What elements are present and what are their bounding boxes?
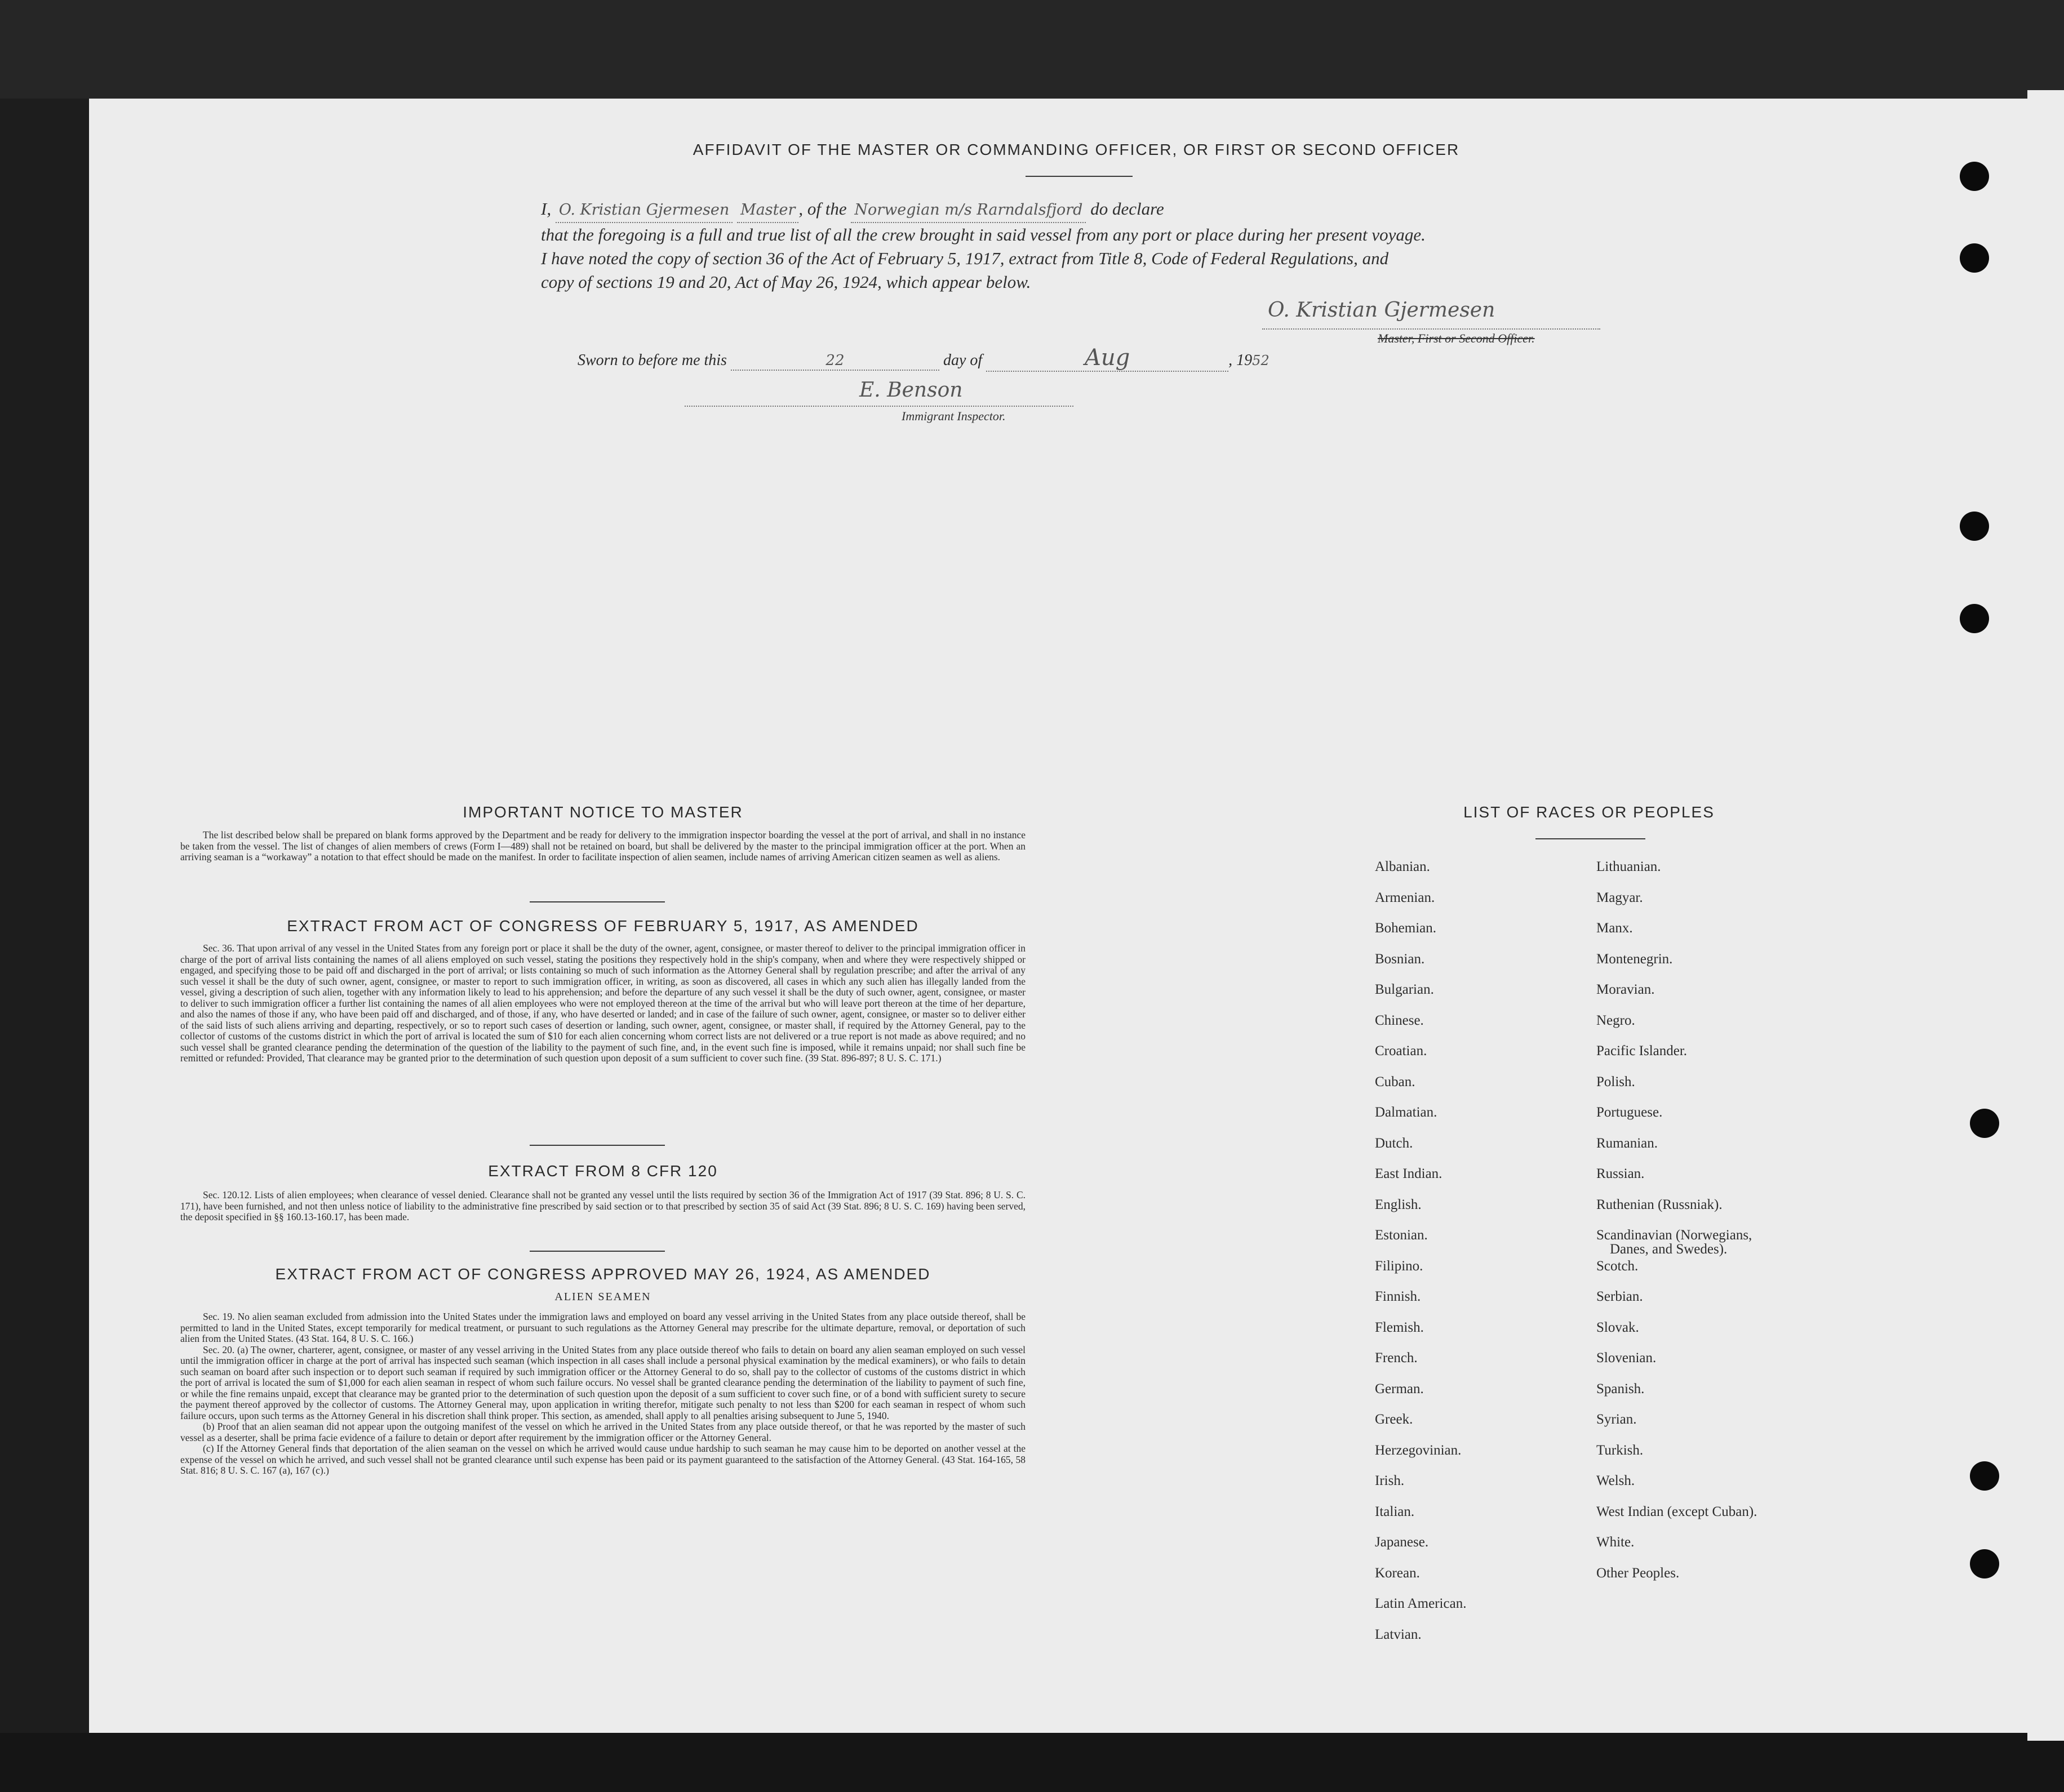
sworn-day-field bbox=[731, 352, 939, 371]
races-title: LIST OF RACES OR PEOPLES bbox=[1463, 803, 1715, 821]
scan-border-top bbox=[0, 0, 2064, 99]
declaration-of-the: , of the bbox=[798, 199, 847, 219]
punch-hole bbox=[1970, 1549, 1999, 1578]
inspector-caption: Immigrant Inspector. bbox=[902, 409, 1006, 423]
sworn-day: 22 bbox=[825, 352, 845, 369]
declaration-line-1 bbox=[541, 197, 1612, 223]
race-item: Latvian. bbox=[1375, 1626, 1422, 1642]
extract-1924-title: EXTRACT FROM ACT OF CONGRESS APPROVED MAY 26, 1924, AS AMENDED bbox=[275, 1265, 931, 1283]
declaration-i: I, bbox=[541, 199, 552, 219]
race-item: Korean. bbox=[1375, 1565, 1420, 1581]
master-signature-caption: Master, First or Second Officer. bbox=[1378, 331, 1535, 345]
race-item: Manx. bbox=[1596, 921, 1633, 936]
race-item: Greek. bbox=[1375, 1412, 1413, 1427]
race-item: Scandinavian (Norwegians, bbox=[1596, 1228, 1752, 1243]
race-item: Spanish. bbox=[1596, 1381, 1645, 1397]
race-item: Slovak. bbox=[1596, 1319, 1639, 1335]
extract-1917-rule bbox=[530, 1145, 665, 1146]
race-item: Bosnian. bbox=[1375, 951, 1425, 967]
race-item: Negro. bbox=[1596, 1012, 1635, 1028]
sworn-year: 52 bbox=[1252, 353, 1270, 368]
race-item: Chinese. bbox=[1375, 1012, 1424, 1028]
race-item: Polish. bbox=[1596, 1074, 1635, 1090]
punch-hole bbox=[1970, 1109, 1999, 1138]
extract-1924-sec19: Sec. 19. No alien seaman excluded from admission into the United States under the immigration laws and employed on board any vessel arriving in the United States from any place outside thereof, shall be permitted to land in the United States, except temporarily for medical treatment, or pursuant to such regulations as the Attorney General may prescribe for the ultimate departure, removal, or deportation of such alien from the United States. (43 Stat. 164, 8 U. S. C. 166.) bbox=[180, 1311, 1026, 1344]
race-item: Armenian. bbox=[1375, 890, 1435, 905]
race-item: Filipino. bbox=[1375, 1258, 1423, 1274]
master-signature: O. Kristian Gjermesen bbox=[1268, 299, 1495, 322]
race-item: Serbian. bbox=[1596, 1289, 1643, 1304]
declaration-line-2: that the foregoing is a full and true list of all the crew brought in said vessel from any port or place during her present voyage. bbox=[541, 225, 1426, 244]
affidavit-title: AFFIDAVIT OF THE MASTER OR COMMANDING OFFICER, OR FIRST OR SECOND OFFICER bbox=[693, 141, 1460, 158]
races-right-column bbox=[1596, 852, 1757, 1589]
extract-1924-text bbox=[180, 1311, 1026, 1477]
race-item: Portuguese. bbox=[1596, 1105, 1663, 1120]
race-item: White. bbox=[1596, 1535, 1635, 1550]
master-signature-rule bbox=[1262, 328, 1600, 330]
race-item: Syrian. bbox=[1596, 1412, 1637, 1427]
race-item: Latin American. bbox=[1375, 1596, 1467, 1611]
notice-rule bbox=[530, 901, 665, 902]
punch-hole bbox=[1960, 162, 1989, 191]
extract-1924-sec20c: (c) If the Attorney General finds that deportation of the alien seaman on the vessel on which he arrived would cause undue hardship to such seaman he may cause him to be deported on another vessel at the expense of the vessel on which he arrived, and such vessel shall not be granted clearance until such expense has been paid or its payment guaranteed to the satisfaction of the Attorney General. (43 Stat. 164-165, 58 Stat. 816; 8 U. S. C. 167 (a), 167 (c).) bbox=[180, 1443, 1026, 1476]
race-item: French. bbox=[1375, 1350, 1418, 1366]
race-item: Scotch. bbox=[1596, 1258, 1639, 1274]
race-item: Bulgarian. bbox=[1375, 982, 1434, 997]
punch-hole bbox=[1960, 512, 1989, 541]
races-left-column bbox=[1375, 852, 1466, 1650]
race-item: Pacific Islander. bbox=[1596, 1043, 1688, 1059]
race-item: Ruthenian (Russniak). bbox=[1596, 1197, 1723, 1212]
race-item: Croatian. bbox=[1375, 1043, 1427, 1059]
inspector-signature: E. Benson bbox=[859, 379, 963, 402]
cfr-120-text bbox=[180, 1190, 1026, 1223]
sworn-line bbox=[578, 345, 1270, 372]
cfr-120-title: EXTRACT FROM 8 CFR 120 bbox=[488, 1162, 718, 1180]
race-item: Finnish. bbox=[1375, 1289, 1421, 1304]
punch-hole bbox=[1960, 243, 1989, 273]
race-item: Estonian. bbox=[1375, 1228, 1428, 1243]
race-item: Other Peoples. bbox=[1596, 1565, 1680, 1581]
race-item: Slovenian. bbox=[1596, 1350, 1657, 1366]
race-item: Flemish. bbox=[1375, 1319, 1424, 1335]
race-item: Russian. bbox=[1596, 1166, 1645, 1181]
race-item: Dutch. bbox=[1375, 1135, 1413, 1151]
race-item: Danes, and Swedes). bbox=[1610, 1241, 1728, 1257]
punch-hole bbox=[1960, 604, 1989, 633]
race-item: Herzegovinian. bbox=[1375, 1442, 1462, 1458]
race-item: Cuban. bbox=[1375, 1074, 1415, 1090]
race-item: Moravian. bbox=[1596, 982, 1655, 997]
sworn-text: Sworn to before me this bbox=[578, 352, 727, 369]
inspector-signature-rule bbox=[685, 406, 1073, 407]
extract-1924-sec20b: (b) Proof that an alien seaman did not appear upon the outgoing manifest of the vessel on which he arrived in the United States from any place outside thereof, or that he was reported by the master of such vessel as a deserter, shall be prima facie evidence of a failure to detain or deport after requirement by the immigration officer or the Attorney General. bbox=[180, 1421, 1026, 1443]
race-item: Italian. bbox=[1375, 1504, 1415, 1519]
race-item: English. bbox=[1375, 1197, 1422, 1212]
race-item: Irish. bbox=[1375, 1473, 1405, 1488]
race-item: Montenegrin. bbox=[1596, 951, 1673, 967]
extract-1917-text bbox=[180, 943, 1026, 1064]
race-item: Magyar. bbox=[1596, 890, 1643, 905]
race-item: Turkish. bbox=[1596, 1442, 1644, 1458]
affidavit-declaration bbox=[541, 197, 1612, 294]
race-item: East Indian. bbox=[1375, 1166, 1442, 1181]
declaration-line-3: I have noted the copy of section 36 of the Act of February 5, 1917, extract from Title 8, Code of Federal Regulations, and bbox=[541, 248, 1389, 268]
cfr-120-sec: Sec. 120.12. Lists of alien employees; when clearance of vessel denied. Clearance shall not be granted any vessel until the lists required by section 36 of the Immigration Act of 1917 (39 Stat. 896; 8 U. S. C. 171), have been furnished, and not then unless notice of liability to the administrative fine prescribed by said section or to that prescribed by section 35 of said Act (39 Stat. 896; 8 U. S. C. 169) having been served, the deposit specified in §§ 160.13-160.17, has been made. bbox=[180, 1189, 1026, 1222]
extract-1917-sec36: Sec. 36. That upon arrival of any vessel in the United States from any foreign port or place it shall be the duty of the owner, agent, consignee, or master thereof to deliver to the principal immigration officer in charge of the port of arrival lists containing the names of all aliens employed on such vessel, stating the positions they respectively hold in the ship's company, when and where they were respectively shipped or engaged, and specifying those to be paid off and discharged in the port of arrival; or lists containing so much of such information as the Attorney General shall by regulation prescribe; and after the arrival of any such vessel it shall be the duty of such owner, agent, consignee, or master to report to such immigration officer, in writing, as soon as discovered, all cases in which any such alien has illegally landed from the vessel, giving a description of such alien, together with any information likely to lead to his apprehension; and before the departure of any such vessel it shall be the duty of such owner, agent, consignee, or master to deliver to such immigration officer a further list containing the names of all alien employees who were not employed thereon at the time of the arrival but who will leave port thereon at the time of her departure, and also the names of those if any, who have been paid off and discharged, and of those, if any, who have deserted or landed; and in case of the failure of such owner, agent, consignee, or master so to deliver either of the said lists of such aliens arriving and departing, respectively, or so to report such cases of desertion or landing, such owner, agent, consignee, or master shall, if required by the Attorney General, pay to the collector of customs of the customs district in which the port of arrival is located the sum of $10 for each alien concerning whom correct lists are not delivered or a true report is not made as above required; and no such vessel shall be granted clearance pending the determination of the question of the liability to the payment of such fine, and, in the event such fine is imposed, while it remains unpaid; nor shall such fine be remitted or refunded: Provided, That clearance may be granted prior to the determination of such question upon deposit of a sum sufficient to cover such fine. (39 Stat. 896-897; 8 U. S. C. 171.) bbox=[180, 942, 1026, 1064]
notice-paragraph: The list described below shall be prepared on blank forms approved by the Department and be ready for delivery to the immigration inspector boarding the vessel at the port of arrival, and shall in no instance be taken from the vessel. The list of changes of alien members of crews (Form I—489) shall not be retained on board, but shall be delivered by the master to the principal immigration officer at the port. When an arriving seaman is a “workaway” a notation to that effect should be made on the manifest. In order to facilitate inspection of alien seamen, include names of arriving American citizen seamen as well as aliens. bbox=[180, 829, 1026, 862]
race-item: Albanian. bbox=[1375, 859, 1430, 874]
affidavit-title-rule bbox=[1026, 176, 1133, 177]
race-item: Lithuanian. bbox=[1596, 859, 1661, 874]
notice-title: IMPORTANT NOTICE TO MASTER bbox=[463, 803, 743, 821]
day-of-text: day of bbox=[943, 352, 983, 369]
race-item: Welsh. bbox=[1596, 1473, 1635, 1488]
handwritten-vessel: Norwegian m/s Rarndalsfjord bbox=[851, 198, 1086, 223]
race-item: Dalmatian. bbox=[1375, 1105, 1437, 1120]
sworn-month-field bbox=[986, 345, 1228, 372]
scan-border-bottom bbox=[0, 1733, 2064, 1792]
declaration-line-4: copy of sections 19 and 20, Act of May 26, 1924, which appear below. bbox=[541, 272, 1031, 292]
year-prefix: , 19 bbox=[1228, 352, 1253, 369]
races-title-rule bbox=[1535, 838, 1645, 839]
notice-text bbox=[180, 830, 1026, 863]
declaration-do-declare: do declare bbox=[1090, 199, 1164, 219]
extract-1924-sec20a: Sec. 20. (a) The owner, charterer, agent, consignee, or master of any vessel arriving in the United States from any place outside thereof who fails to detain on board any alien seaman employed on such vessel until the immigration officer in charge at the port of arrival has inspected such seaman (which inspection in all cases shall include a personal physical examination by the medical examiners), or who fails to detain such seaman on board after such inspection or to deport such seaman if required by such immigration officer or the Attorney General to do so, shall pay to the collector of customs of the customs district in which the port of arrival is located the sum of $1,000 for each alien seaman in respect of whom such failure occurs. No vessel shall be granted clearance pending the determination of the liability to payment of such fine, or while the fine remains unpaid, except that clearance may be granted prior to the determination of such question upon the deposit of a sum sufficient to cover such fine, or of a bond with sufficient surety to secure the payment thereof approved by the collector of customs. The Attorney General may, upon application in writing therefor, mitigate such penalty to not less than $200 for each seaman in respect of whom such failure occurs, upon such terms as the Attorney General in his discretion shall think proper. This section, as amended, shall apply to all penalties arising subsequent to June 5, 1940. bbox=[180, 1344, 1026, 1421]
race-item: Bohemian. bbox=[1375, 921, 1437, 936]
document-page-edge bbox=[2027, 90, 2064, 1741]
handwritten-rank: Master bbox=[737, 198, 798, 223]
race-item: Japanese. bbox=[1375, 1535, 1429, 1550]
cfr-120-rule bbox=[530, 1251, 665, 1252]
extract-1917-title: EXTRACT FROM ACT OF CONGRESS OF FEBRUARY 5, 1917, AS AMENDED bbox=[287, 917, 919, 935]
race-item: Rumanian. bbox=[1596, 1135, 1658, 1151]
race-item: West Indian (except Cuban). bbox=[1596, 1504, 1757, 1519]
punch-hole bbox=[1970, 1461, 1999, 1491]
race-item: German. bbox=[1375, 1381, 1424, 1397]
handwritten-master-name: O. Kristian Gjermesen bbox=[556, 198, 733, 223]
sworn-month: Aug bbox=[1085, 345, 1130, 371]
extract-1924-subtitle: ALIEN SEAMEN bbox=[554, 1291, 651, 1303]
